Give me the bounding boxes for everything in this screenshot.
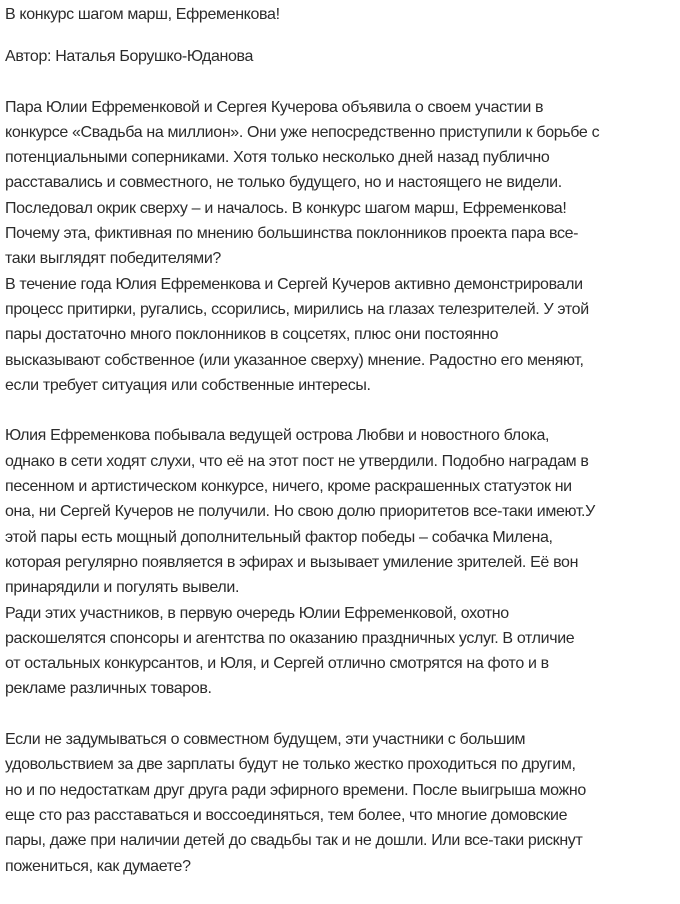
text-line: Последовал окрик сверху – и началось. В конкурс шагом марш, Ефременкова! bbox=[5, 199, 567, 217]
text-line: песенном и артистическом конкурсе, ничего, кроме раскрашенных статуэток ни bbox=[5, 478, 572, 496]
text-line: расставались и совместного, не только будущего, но и настоящего не видели. bbox=[5, 174, 562, 192]
text-line: раскошелятся спонсоры и агентства по оказанию праздничных услуг. В отличие bbox=[5, 629, 575, 647]
text-line: пожениться, как думаете? bbox=[5, 857, 191, 875]
article-title: В конкурс шагом марш, Ефременкова! bbox=[5, 6, 280, 23]
text-line: еще сто раз расставаться и воссоединяться, тем более, что многие домовские bbox=[5, 806, 568, 824]
text-line: принарядили и погулять вывели. bbox=[5, 579, 240, 597]
text-line: однако в сети ходят слухи, что её на этот пост не утвердили. Подобно наградам в bbox=[5, 452, 589, 470]
text-line: конкурсе «Свадьба на миллион». Они уже непосредственно приступили к борьбе с bbox=[5, 123, 600, 141]
text-line: рекламе различных товаров. bbox=[5, 680, 212, 698]
article-author: Автор: Наталья Борушко-Юданова bbox=[5, 48, 254, 66]
text-line: потенциальными соперниками. Хотя только несколько дней назад публично bbox=[5, 149, 550, 167]
text-line: таки выглядят победителями? bbox=[5, 250, 221, 268]
text-line: которая регулярно появляется в эфирах и вызывает умиление зрителей. Её вон bbox=[5, 553, 579, 571]
text-line: Ради этих участников, в первую очередь Юлии Ефременковой, охотно bbox=[5, 604, 509, 622]
text-line: высказывают собственное (или указанное сверху) мнение. Радостно его меняют, bbox=[5, 351, 584, 369]
text-line: пары достаточно много поклонников в соцсетях, плюс они постоянно bbox=[5, 326, 499, 344]
text-line: если требует ситуация или собственные интересы. bbox=[5, 376, 371, 394]
paragraph bbox=[5, 423, 680, 701]
text-line: Пара Юлии Ефременковой и Сергея Кучерова объявила о своем участии в bbox=[5, 98, 544, 116]
text-line: она, ни Сергей Кучеров не получили. Но свою долю приоритетов все-таки имеют.У bbox=[5, 503, 595, 521]
text-line: удовольствием за две зарплаты будут не только жестко проходиться по другим, bbox=[5, 756, 576, 774]
text-line: Если не задумываться о совместном будущем, эти участники с большим bbox=[5, 731, 526, 749]
text-line: В течение года Юлия Ефременкова и Сергей Кучеров активно демонстрировали bbox=[5, 275, 583, 293]
text-line: пары, даже при наличии детей до свадьбы так и не дошли. Или все-таки рискнут bbox=[5, 832, 583, 850]
paragraph bbox=[5, 727, 680, 879]
text-line: но и по недостаткам друг друга ради эфирного времени. После выигрыша можно bbox=[5, 781, 586, 799]
paragraph bbox=[5, 95, 680, 399]
text-line: этой пары есть мощный дополнительный фактор победы – собачка Милена, bbox=[5, 528, 553, 546]
text-line: от остальных конкурсантов, и Юля, и Сергей отлично смотрятся на фото и в bbox=[5, 655, 549, 673]
text-line: процесс притирки, ругались, ссорились, мирились на глазах телезрителей. У этой bbox=[5, 300, 589, 318]
article-body bbox=[5, 95, 680, 879]
article bbox=[5, 2, 680, 904]
text-line: Юлия Ефременкова побывала ведущей острова Любви и новостного блока, bbox=[5, 427, 550, 445]
text-line: Почему эта, фиктивная по мнению большинства поклонников проекта пара все- bbox=[5, 225, 579, 243]
